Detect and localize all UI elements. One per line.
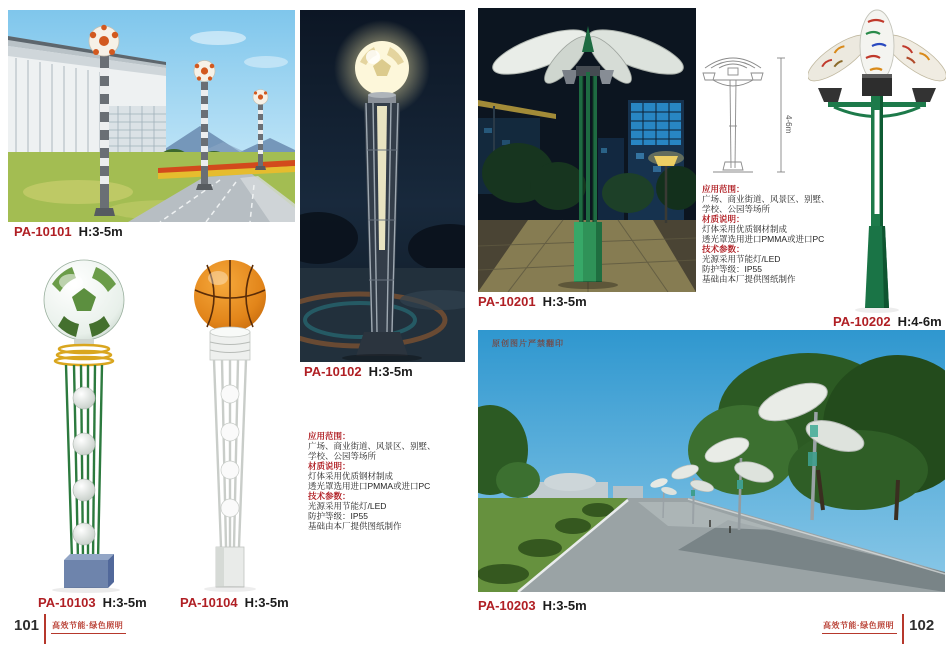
photo-pa-10101 (8, 10, 295, 222)
footer-slogan-right: 高效节能·绿色照明 (822, 614, 897, 634)
product-code: PA-10103 (38, 595, 96, 610)
product-height: H:3-5m (368, 364, 413, 379)
spec-tech-line: 光源采用节能灯/LED (702, 254, 781, 264)
footer-right (822, 614, 934, 644)
product-code: PA-10201 (478, 294, 536, 309)
footer-left (14, 614, 126, 644)
product-height: H:3-5m (542, 294, 587, 309)
product-height: H:3-5m (244, 595, 289, 610)
product-height: H:3-5m (102, 595, 147, 610)
product-code: PA-10202 (833, 314, 891, 329)
photo-pa-10102 (300, 10, 465, 362)
label-pa-10101 (14, 224, 123, 239)
spec-application-line: 学校、公园等场所 (702, 204, 771, 214)
page-number-left: 101 (14, 617, 40, 634)
column-base (356, 332, 408, 356)
spec-tech-line: 光源采用节能灯/LED (308, 501, 387, 511)
spec-material-line: 灯体采用优质钢材制成 (702, 224, 788, 234)
spec-tech-label: 技术参数： (308, 491, 351, 501)
watermark-text: 原创图片严禁翻印 (492, 339, 564, 348)
side-floodlight (818, 88, 842, 102)
spec-tech-line: 防护等级：IP55 (308, 511, 368, 521)
spec-tech-line: 基础由本厂提供图纸制作 (702, 274, 796, 284)
spec-material-label: 材质说明： (308, 461, 351, 471)
spec-application-label: 应用范围： (308, 431, 351, 441)
football-cage-lamp (28, 248, 143, 593)
spec-application-line: 学校、公园等场所 (308, 451, 377, 461)
product-height: H:4-6m (897, 314, 942, 329)
product-code: PA-10104 (180, 595, 238, 610)
white-collar (210, 327, 250, 360)
spec-tech-label: 技术参数： (702, 244, 745, 254)
leaf-lamp-road-scene (478, 330, 945, 592)
technical-drawing-pa-10202 (695, 52, 795, 182)
spec-material-label: 材质说明： (702, 214, 745, 224)
spec-material-line: 透光罩选用进口PMMA或进口PC (308, 481, 431, 491)
page-number-right: 102 (909, 617, 935, 634)
photo-pa-10203 (478, 330, 945, 592)
side-floodlight (912, 88, 936, 102)
label-pa-10102 (304, 364, 413, 379)
product-height: H:3-5m (542, 598, 587, 613)
footer-divider (44, 614, 46, 644)
dimension-drawing (695, 52, 795, 182)
spec-application-label: 应用范围： (702, 184, 745, 194)
product-height: H:3-5m (78, 224, 123, 239)
basketball-lamp (176, 252, 286, 592)
product-code: PA-10101 (14, 224, 72, 239)
spec-application-line: 广场、商业街道、风景区、别墅、 (702, 194, 830, 204)
label-pa-10202 (833, 314, 942, 329)
spec-application-line: 广场、商业街道、风景区、别墅、 (308, 441, 436, 451)
spec-tech-line: 基础由本厂提供图纸制作 (308, 521, 402, 531)
gold-rings (55, 345, 113, 365)
base-column (204, 547, 256, 592)
spec-material-line: 灯体采用优质钢材制成 (308, 471, 394, 481)
footer-divider (902, 614, 904, 644)
label-pa-10104 (180, 595, 289, 610)
petal-lamp-night-scene (478, 8, 696, 292)
photo-pa-10201 (478, 8, 696, 292)
product-code: PA-10102 (304, 364, 362, 379)
product-code: PA-10203 (478, 598, 536, 613)
figure-pa-10202 (808, 8, 946, 313)
dimension-text: 4-6m (784, 115, 793, 134)
wing-lamp (808, 8, 946, 313)
football-poles-scene (8, 10, 295, 222)
footer-slogan-left: 高效节能·绿色照明 (51, 614, 126, 634)
spec-tech-line: 防护等级：IP55 (702, 264, 762, 274)
label-pa-10203 (478, 598, 587, 613)
spec-block-left (308, 431, 436, 531)
green-pole (855, 96, 899, 313)
night-football-lamp-scene (300, 10, 465, 362)
spec-material-line: 透光罩选用进口PMMA或进口PC (702, 234, 825, 244)
figure-pa-10103 (28, 248, 143, 593)
base-cube (52, 554, 120, 593)
label-pa-10201 (478, 294, 587, 309)
figure-pa-10104 (176, 252, 286, 592)
label-pa-10103 (38, 595, 147, 610)
